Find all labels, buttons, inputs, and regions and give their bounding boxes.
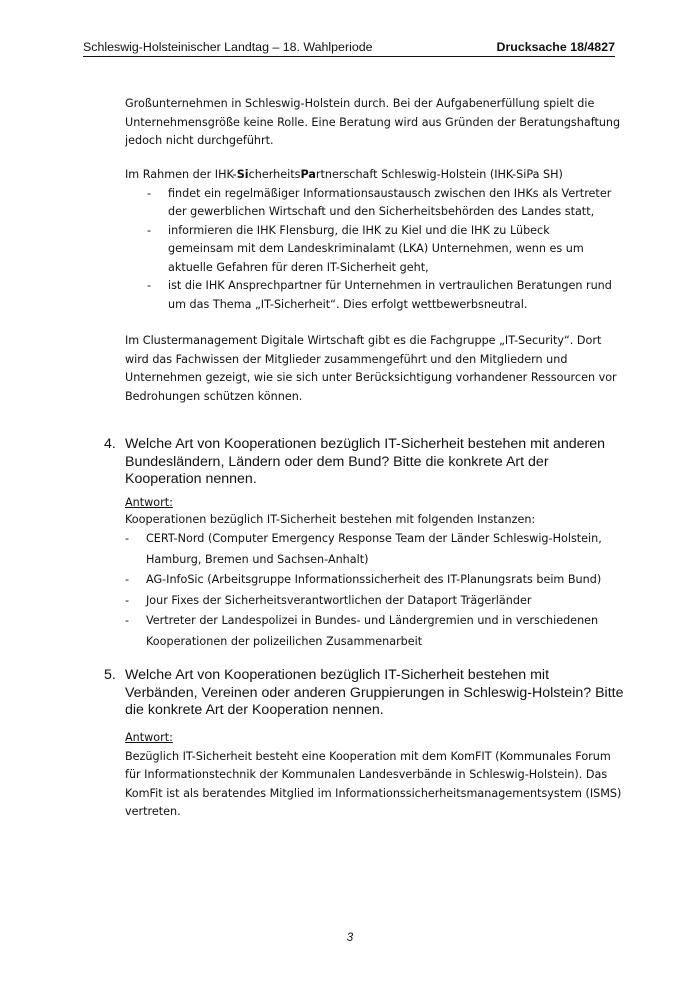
sipa-section <box>125 166 615 314</box>
list-item: - AG-InfoSic (Arbeitsgruppe Informationssicherheit des IT-Planungsrats beim Bund) <box>125 570 625 591</box>
answer-label: Antwort: <box>125 496 173 509</box>
question-5 <box>104 667 624 720</box>
list-item: - findet ein regelmäßiger Informationsaustausch zwischen den IHKs als Vertreter der gewerblichen Wirtschaft und den Sicherheitsbehörden des Landes statt, <box>144 185 615 222</box>
list-item: - Jour Fixes der Sicherheitsverantwortlichen der Dataport Trägerländer <box>125 591 625 612</box>
list-item: - ist die IHK Ansprechpartner für Unternehmen in vertraulichen Beratungen rund um das Thema „IT-Sicherheit“. Dies erfolgt wettbewerbsneutral. <box>144 277 615 314</box>
sipa-lead: Im Rahmen der IHK-SicherheitsPartnerschaft Schleswig-Holstein (IHK-SiPa SH) <box>125 168 563 181</box>
sipa-list <box>125 185 615 315</box>
page-header <box>83 40 615 57</box>
answer-5 <box>125 729 625 822</box>
header-document-number: Drucksache 18/4827 <box>496 40 615 54</box>
cluster-paragraph: Im Clustermanagement Digitale Wirtschaft gibt es die Fachgruppe „IT-Security“. Dort wird das Fachwissen der Mitglieder zusammengeführt und den Mitgliedern und Unternehmen gezeigt, wie sie sich unter Berücksichtigung vorhandener Ressourcen vor Bedrohungen schützen können. <box>125 334 617 403</box>
page-number: 3 <box>346 932 354 944</box>
list-item: - Vertreter der Landespolizei in Bundes- und Ländergremien und in verschiedenen Kooperationen der polizeilichen Zusammenarbeit <box>125 611 625 652</box>
question-text: Welche Art von Kooperationen bezüglich IT-Sicherheit bestehen mit Verbänden, Vereinen oder anderen Gruppierungen in Schleswig-Holstein? Bitte die konkrete Art der Kooperation nennen. <box>125 667 624 718</box>
answer-text: Bezüglich IT-Sicherheit besteht eine Kooperation mit dem KomFIT (Kommunales Forum für Informationstechnik der Kommunalen Landesverbände in Schleswig-Holstein). Das KomFit ist als beratendes Mitglied im Informationssicherheitsmanagementsystem (ISMS) vertreten. <box>125 749 622 818</box>
question-4 <box>104 436 624 489</box>
question-number: 4. <box>104 436 116 452</box>
list-item: - CERT-Nord (Computer Emergency Response Team der Länder Schleswig-Holstein, Hamburg, Bremen und Sachsen-Anhalt) <box>125 529 625 570</box>
answer-intro: Kooperationen bezüglich IT-Sicherheit bestehen mit folgenden Instanzen: <box>125 512 536 526</box>
answer-4-list <box>125 529 625 652</box>
answer-label: Antwort: <box>125 731 173 744</box>
question-text: Welche Art von Kooperationen bezüglich IT-Sicherheit bestehen mit anderen Bundesländern, Ländern oder dem Bund? Bitte die konkrete Art der Kooperation nennen. <box>125 436 606 487</box>
header-title: Schleswig-Holsteinischer Landtag – 18. Wahlperiode <box>83 40 373 54</box>
answer-4 <box>125 495 625 652</box>
question-number: 5. <box>104 667 116 683</box>
list-item: - informieren die IHK Flensburg, die IHK zu Kiel und die IHK zu Lübeck gemeinsam mit dem Landeskriminalamt (LKA) Unternehmen, wenn es um aktuelle Gefahren für deren IT-Sicherheit geht, <box>144 222 615 278</box>
intro-paragraph: Großunternehmen in Schleswig-Holstein durch. Bei der Aufgabenerfüllung spielt die Unternehmensgröße keine Rolle. Eine Beratung wird aus Gründen der Beratungshaftung jedoch nicht durchgeführt. <box>125 97 621 147</box>
